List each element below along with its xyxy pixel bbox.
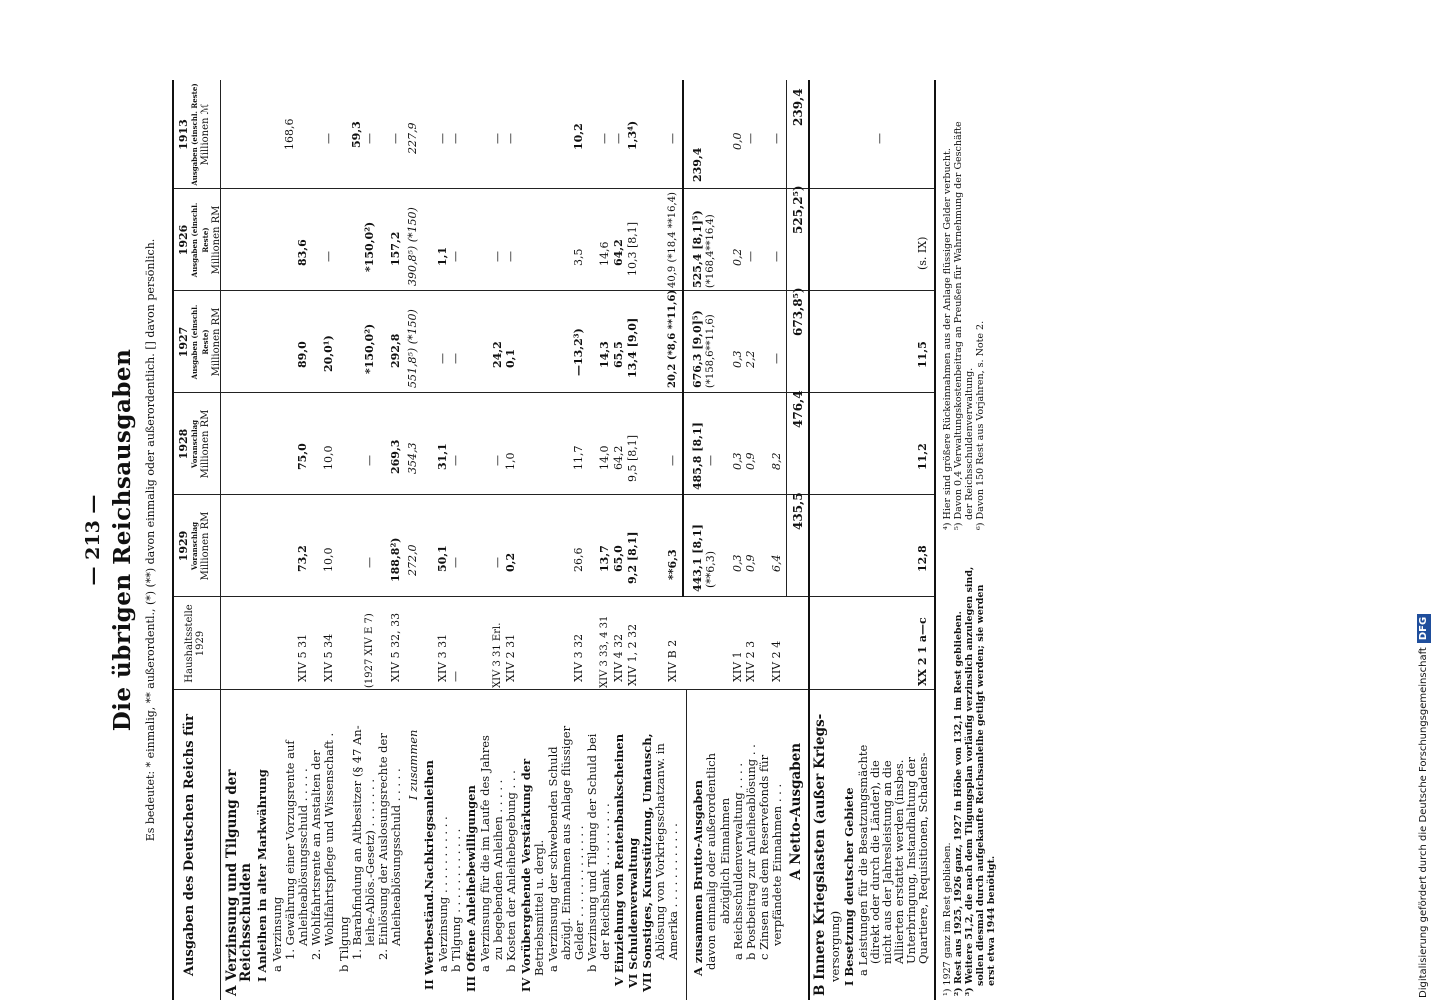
v1926-Anet: 525,2⁵)	[791, 185, 805, 234]
header-description-text: Ausgaben des Deutschen Reichs für	[182, 714, 197, 976]
v1929-VII: **6,3	[666, 549, 679, 580]
row-IIIa2: zu begebenden Anleihen . . . . .	[491, 779, 505, 960]
v1929-b2: 188,8²)	[389, 537, 402, 582]
v1928-Anet: 476,4	[791, 390, 805, 428]
v1928-IIIa: —	[491, 455, 504, 466]
row-a2: 2. Wohlfahrtsrente an Anstalten der	[309, 750, 323, 960]
header-1928-unit: Millionen RM	[200, 409, 211, 479]
footnote-5b: der Reichsschuldenverwaltung.	[964, 367, 975, 520]
hh-IIa: XIV 3 31	[436, 633, 449, 682]
v1928-Ba: 11,2	[916, 443, 929, 470]
v1927-IIb: —	[449, 353, 462, 364]
header-1927-sub: Ausgaben (einschl. Reste)	[190, 304, 210, 380]
row-b2b: Anleiheablösungsschuld . . . . .	[389, 768, 403, 946]
v1927-Az: 676,3 [9,0]⁵)	[691, 310, 704, 388]
v1927-IIIa: 24,2	[491, 341, 504, 368]
v1926-Azc: —	[770, 251, 783, 262]
row-BI: I Besetzung deutscher Gebiete	[842, 787, 856, 986]
dfg-logo: DFG	[1417, 614, 1431, 643]
v1929-IVb: 13,7	[598, 545, 611, 572]
v1913-b1: 59,3	[350, 121, 363, 148]
row-b1: 1. Barabfindung an Altbesitzer (§ 47 An-	[350, 725, 364, 960]
header-haushaltsstelle	[174, 597, 221, 690]
row-IIb: b Tilgung . . . . . . . . . . . .	[449, 828, 463, 972]
v1913-Azb: —	[744, 133, 757, 144]
v1929-IIIb: 0,2	[504, 552, 517, 572]
v1926-b1: *150,0²)	[363, 221, 376, 272]
v1929-Aza: 0,3	[731, 554, 744, 572]
row-b: b Tilgung	[337, 916, 351, 972]
rule-line	[786, 80, 787, 597]
row-IVb: b Verzinsung und Tilgung der Schuld bei	[585, 733, 599, 972]
row-IIIa: a Verzinsung für die im Laufe des Jahres	[478, 735, 492, 972]
hh-IVb: XIV 3 33, 4 31	[599, 615, 610, 688]
rule-line	[686, 690, 687, 1000]
header-1926-unit: Millionen RM	[211, 205, 222, 275]
hh-a2: XIV 5 34	[322, 633, 335, 682]
header-1913-year: 1913	[177, 119, 190, 150]
v1929-a2: 10,0	[322, 547, 335, 572]
hh-b1: (1927 XIV E 7)	[364, 613, 375, 688]
v1927-Iz: 551,8⁵) (*150)	[406, 309, 419, 388]
v1926-Aza: 0,2	[731, 248, 744, 266]
row-A-total-2: davon einmalig oder außerordentlich	[704, 752, 718, 970]
v1926-Iz: 390,8⁵) (*150)	[406, 207, 419, 286]
row-A-total: A zusammen Brutto-Ausgaben	[691, 780, 705, 976]
header-1927-year: 1927	[177, 326, 190, 358]
row-a1: 1. Gewährung einer Vorzugsrente auf	[283, 740, 297, 960]
v1928-IIIb: 1,0	[504, 452, 517, 470]
v1913-VII: —	[666, 133, 679, 144]
v1927-Aza: 0,3	[731, 350, 744, 368]
v1927-Az2: (*158,6**11,6)	[705, 314, 716, 388]
v1928-b2: 269,3	[389, 439, 402, 474]
v1929-Azc: 6,4	[770, 554, 783, 572]
v1929-IIa: 50,1	[436, 545, 449, 572]
v1913-b1x: —	[363, 133, 376, 144]
v1929-V: 65,0	[612, 545, 625, 572]
footnote-2: ²) Rest aus 1925, 1926 ganz, 1927 in Höhe von 132,1 im Rest geblieben.	[953, 611, 964, 996]
expenditure-table	[172, 80, 936, 1000]
header-1929	[174, 495, 221, 597]
row-IVb2: der Reichsbank . . . . . . . . .	[598, 803, 612, 960]
v1926-b2: 157,2	[389, 231, 402, 266]
v1913-IIa: —	[436, 133, 449, 144]
v1927-VII: 20,2 (*8,6 **11,6)	[667, 289, 678, 388]
row-VI: VI Schuldenverwaltung	[626, 837, 640, 988]
hh-IIb: —	[449, 671, 462, 682]
row-A-total-3: abzüglich Einnahmen	[718, 797, 732, 924]
row-IIIb: b Kosten der Anleihebegebung . . .	[504, 770, 518, 972]
row-Ba4: Alliierten erstattet werden (insbes.	[892, 759, 906, 964]
v1926-IIa: 1,1	[436, 246, 449, 266]
row-VII3: Amerika . . . . . . . . . . . .	[666, 823, 680, 960]
row-I-total: I zusammen	[406, 729, 420, 800]
header-hh-line2: 1929	[195, 630, 206, 657]
row-IV2: Betriebsmittel u. dergl.	[532, 839, 546, 976]
v1926-IVb: 14,6	[598, 241, 611, 266]
v1913-IVa: 10,2	[572, 123, 585, 150]
header-1913-unit: Millionen ℳ	[200, 103, 211, 166]
v1926-a2: —	[322, 251, 335, 262]
row-IVa: a Verzinsung der schwebenden Schuld	[546, 746, 560, 972]
v1929-Az2: (**6,3)	[704, 550, 717, 588]
v1929-Anet: 435,5	[791, 492, 805, 530]
hh-Azb: XIV 2 3	[744, 640, 757, 682]
v1928-IIa: 31,1	[436, 443, 449, 470]
header-1913	[174, 80, 221, 189]
header-1926-year: 1926	[177, 224, 190, 256]
rule-line	[808, 80, 810, 1000]
page-title: Die übrigen Reichsausgaben	[109, 348, 136, 732]
row-A-net: A Netto-Ausgaben	[788, 742, 804, 880]
header-1927-unit: Millionen RM	[211, 307, 222, 377]
v1926-IIb: —	[449, 251, 462, 262]
footnote-6: ⁶) Davon 150 Rest aus Vorjahren, s. Note 2.	[975, 320, 986, 530]
v1928-IVb: 14,0	[598, 445, 611, 470]
header-1929-year: 1929	[177, 530, 190, 562]
row-A-a: a Reichsschuldenverwaltung . . . .	[731, 762, 745, 960]
v1913-Iz: 227,9	[406, 122, 419, 154]
row-Ba2: (direkt oder durch die Länder), die	[868, 760, 882, 964]
hh-VII: XIV B 2	[666, 639, 679, 682]
row-VII2: Ablösung von Vorkriegsschatzanw. in	[653, 743, 667, 960]
v1928-IVa: 11,7	[572, 445, 585, 470]
v1928-Azb: 0,9	[744, 452, 757, 470]
v1913-Anet: 239,4	[791, 88, 805, 126]
row-III: III Offene Anleihebewilligungen	[464, 785, 478, 992]
digitization-credit-text	[1417, 18, 1431, 998]
v1929-IIb: —	[449, 557, 462, 568]
v1929-IVa: 26,6	[572, 547, 585, 572]
row-a2b: Wohlfahrtspflege und Wissenschaft .	[322, 732, 336, 946]
v1926-a1: 83,6	[296, 239, 309, 266]
row-II: II Wertbeständ.Nachkriegsanleihen	[422, 760, 436, 990]
row-VII: VII Sonstiges, Kursstützung, Umtausch,	[640, 733, 654, 992]
v1928-Iz: 354,3	[406, 442, 419, 474]
header-1928-year: 1928	[177, 428, 190, 460]
v1913-Az: 239,4	[691, 147, 704, 182]
v1926-Az2: (*168,4**16,4)	[705, 214, 716, 288]
row-A-b: b Postbeitrag zur Anleiheablösung . .	[744, 744, 758, 960]
v1928-Az2: —	[704, 455, 717, 466]
v1928-Az: 485,8 [8,1]	[691, 422, 704, 490]
v1927-b1: *150,0²)	[363, 323, 376, 374]
row-I: I Anleihen in alter Markwährung	[255, 769, 269, 982]
v1926-VI: 10,3 [8,1]	[626, 221, 639, 276]
v1927-VI: 13,4 [9,0]	[626, 317, 639, 378]
v1927-a2: 20,0¹)	[322, 335, 335, 372]
v1926-Az: 525,4 [8,1]⁵)	[691, 210, 704, 288]
header-1928-sub: Voranschlag	[190, 419, 199, 469]
legend-line: Es bedeutet: * einmalig, ** außerordentl., (*) (**) davon einmalig oder außerordentlich. [] davon persönlich.	[144, 238, 157, 842]
footnote-4: ⁴) Hier sind größere Rückeinnahmen aus der Anlage flüssiger Gelder verbucht.	[942, 148, 953, 530]
header-1926	[174, 189, 221, 291]
row-Ba5: Unterbringung, Instandhaltung der	[904, 757, 918, 964]
row-a: a Verzinsung	[270, 896, 284, 972]
col-divider	[174, 392, 934, 393]
v1913-a2: —	[322, 133, 335, 144]
hh-Ba: XX 2 1 a—c	[916, 617, 929, 686]
v1929-IIIa: —	[491, 557, 504, 568]
v1927-IVb: 14,3	[598, 341, 611, 368]
v1929-a1: 73,2	[296, 545, 309, 572]
v1927-Anet: 673,8⁵)	[791, 287, 805, 336]
v1913-a1: 168,6	[283, 118, 296, 150]
header-1929-sub: Voranschlag	[190, 521, 199, 571]
rotated-page-content	[80, 80, 1350, 1000]
page-header	[80, 80, 162, 1000]
digitization-credit	[1417, 8, 1431, 998]
v1929-Ba: 12,8	[916, 545, 929, 572]
v1926-Azb: —	[744, 251, 757, 262]
v1926-IVa: 3,5	[572, 248, 585, 266]
v1928-Aza: 0,3	[731, 452, 744, 470]
footnote-1: ¹) 1927 ganz im Rest geblieben.	[942, 842, 953, 996]
hh-V: XIV 4 32	[612, 633, 625, 682]
v1913-V: —	[612, 133, 625, 144]
v1929-Iz: 272,0	[406, 544, 419, 576]
v1929-Azb: 0,9	[744, 554, 757, 572]
footnote-3: ³) Weitere 51,2, die nach dem Tilgungsplan vorläufig verzinslich anzulegen sind,	[964, 566, 975, 996]
v1928-IIb: —	[449, 455, 462, 466]
hh-IVa: XIV 3 32	[572, 633, 585, 682]
row-IIa: a Verzinsung . . . . . . . . . . .	[436, 816, 450, 972]
v1929-VI: 9,2 [8,1]	[626, 531, 639, 584]
header-1927	[174, 291, 221, 393]
row-V: V Einziehung von Rentenbankscheinen	[612, 733, 626, 986]
row-A2: Reichsschulden	[238, 863, 254, 982]
v1926-IIIa: —	[491, 251, 504, 262]
footnote-3b: sollen diesmal durch aufgekaufte Reichsanleihe getilgt werden; sie werden	[975, 584, 986, 986]
v1927-b2: 292,8	[389, 333, 402, 368]
hh-IIIb: XIV 2 31	[504, 633, 517, 682]
v1927-IIa: —	[436, 353, 449, 364]
v1927-a1: 89,0	[296, 341, 309, 368]
v1927-IIIb: 0,1	[504, 348, 517, 368]
v1913-VI: 1,3⁴)	[626, 120, 639, 150]
v1927-Azb: 2,2	[744, 350, 757, 368]
row-B: B Innere Kriegslasten (außer Kriegs-	[812, 713, 828, 996]
v1913-Aza: 0,0	[731, 132, 744, 150]
v1928-a2: 10,0	[322, 445, 335, 470]
row-B2: versorgung)	[828, 910, 842, 982]
v1928-VI: 9,5 [8,1]	[626, 434, 639, 482]
row-b1b: leihe-Ablös.-Gesetz) . . . . . . .	[363, 778, 377, 946]
header-1928	[174, 393, 221, 495]
col-divider	[174, 689, 934, 690]
rule-line	[682, 80, 684, 597]
col-divider	[174, 596, 934, 597]
v1913-IIIa: —	[491, 133, 504, 144]
hh-VI: XIV 1, 2 32	[626, 623, 639, 686]
footnote-5: ⁵) Davon 0,4 Verwaltungskostenbeitrag an Preußen für Wahrnehmung der Geschäfte	[953, 121, 964, 530]
v1926-V: 64,2	[612, 239, 625, 266]
hh-IIIa: XIV 3 31 Erl.	[492, 622, 503, 688]
row-IVa3: Gelder . . . . . . . . . . . . .	[572, 825, 586, 960]
v1928-Azc: 8,2	[770, 452, 783, 470]
v1928-a1: 75,0	[296, 443, 309, 470]
v1913-IVb: —	[598, 133, 611, 144]
v1926-IIIb: —	[504, 251, 517, 262]
hh-Azc: XIV 2 4	[770, 640, 783, 682]
col-divider	[174, 188, 934, 189]
col-divider	[174, 494, 934, 495]
v1913-IIb: —	[449, 133, 462, 144]
v1928-V: 64,2	[612, 445, 625, 470]
v1928-b1: —	[363, 455, 376, 466]
v1927-Ba: 11,5	[916, 341, 929, 368]
v1929-b1: —	[363, 557, 376, 568]
hh-b2: XIV 5 32, 33	[389, 612, 402, 682]
header-hh-line1: Haushaltsstelle	[184, 604, 195, 683]
header-1926-sub: Ausgaben (einschl. Reste)	[190, 202, 210, 278]
row-a1b: Anleiheablösungsschuld . . . . .	[296, 768, 310, 946]
v1926-VII: 40,9 (*18,4 **16,4)	[667, 192, 678, 288]
v1913-Bx: —	[873, 133, 886, 144]
row-A-c2: verpfändete Einnahmen . . .	[770, 783, 784, 946]
v1928-VII: —	[666, 455, 679, 466]
row-b2: 2. Einlösung der Auslosungsrechte der	[376, 733, 390, 960]
hh-Aza: XIV 1	[731, 651, 744, 682]
v1927-Azc: —	[770, 353, 783, 364]
v1913-b2: —	[389, 133, 402, 144]
v1926-Ba: (s. IX)	[916, 236, 929, 270]
row-IV: IV Vorübergehende Verstärkung der	[519, 758, 533, 992]
col-divider	[174, 290, 934, 291]
row-Ba: a Leistungen für die Besatzungsmächte	[856, 744, 870, 976]
v1913-IIIb: —	[504, 133, 517, 144]
header-1913-sub: Ausgaben (einschl. Reste)	[190, 83, 199, 186]
v1927-IVa: —13,2³)	[572, 328, 585, 376]
v1927-V: 65,5	[612, 341, 625, 368]
digitization-credit-label: Digitalisierung gefördert durch die Deutsche Forschungsgemeinschaft	[1418, 647, 1429, 998]
footnote-3c: erst etwa 1944 benötigt.	[986, 855, 997, 986]
row-Ba6: Quartiere, Requisitionen, Schadens-	[916, 752, 930, 964]
hh-a1: XIV 5 31	[296, 633, 309, 682]
v1913-Azc: —	[770, 133, 783, 144]
row-IVa2: abzügl. Einnahmen aus Anlage flüssiger	[559, 725, 573, 960]
v1929-Az: 443,1 [8,1]	[691, 524, 704, 592]
page-number: — 213 —	[82, 494, 104, 586]
row-A-c: c Zinsen aus dem Reservefonds für	[757, 754, 771, 960]
header-1929-unit: Millionen RM	[200, 511, 211, 581]
header-description	[174, 690, 221, 1000]
row-A: A Verzinsung und Tilgung der	[224, 769, 240, 996]
row-Ba3: nicht aus der Jahresleistung an die	[880, 760, 894, 964]
